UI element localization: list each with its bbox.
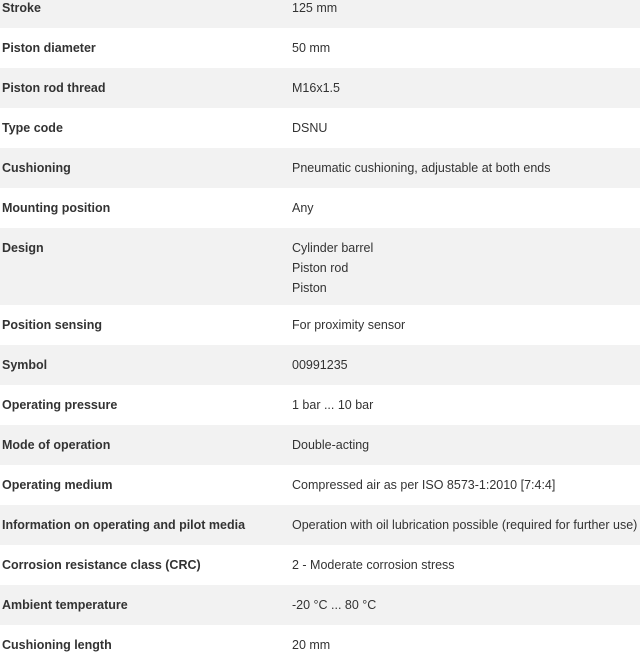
spec-row-mode-of-operation — [0, 425, 640, 465]
spec-value-line: 1 bar ... 10 bar — [292, 398, 374, 412]
spec-value — [289, 385, 640, 422]
spec-value — [289, 188, 640, 225]
spec-value — [289, 108, 640, 145]
spec-value-line: Compressed air as per ISO 8573-1:2010 [7:4:4] — [292, 478, 556, 492]
spec-label: Type code — [2, 121, 63, 135]
spec-value — [289, 28, 640, 65]
spec-value — [289, 425, 640, 462]
spec-value — [289, 345, 640, 382]
spec-value-line: Piston — [292, 281, 327, 295]
spec-value — [289, 585, 640, 622]
spec-row-stroke — [0, 0, 640, 28]
spec-value-line: 50 mm — [292, 41, 331, 55]
spec-value-line: Double-acting — [292, 438, 370, 452]
spec-label: Symbol — [2, 358, 48, 372]
spec-label: Cushioning — [2, 161, 71, 175]
spec-row-mounting-position — [0, 188, 640, 228]
spec-label: Information on operating and pilot media — [2, 518, 246, 532]
spec-label: Corrosion resistance class (CRC) — [2, 558, 201, 572]
spec-row-position-sensing — [0, 305, 640, 345]
spec-row-operating-medium — [0, 465, 640, 505]
spec-value-line: -20 °C ... 80 °C — [292, 598, 377, 612]
spec-value-line: 2 - Moderate corrosion stress — [292, 558, 455, 572]
spec-label: Piston rod thread — [2, 81, 106, 95]
spec-value-line: 20 mm — [292, 638, 331, 652]
spec-value — [289, 148, 640, 185]
spec-label: Stroke — [2, 1, 41, 15]
spec-value — [289, 625, 640, 662]
spec-value-line: 00991235 — [292, 358, 348, 372]
spec-value-line: Any — [292, 201, 314, 215]
spec-value-line: Cylinder barrel — [292, 241, 374, 255]
spec-value — [289, 228, 640, 305]
spec-row-ambient-temperature — [0, 585, 640, 625]
spec-row-type-code — [0, 108, 640, 148]
spec-label: Position sensing — [2, 318, 103, 332]
spec-label: Mode of operation — [2, 438, 111, 452]
spec-row-piston-rod-thread — [0, 68, 640, 108]
spec-row-piston-diameter — [0, 28, 640, 68]
spec-label: Operating pressure — [2, 398, 118, 412]
spec-value — [289, 68, 640, 105]
spec-value — [289, 505, 640, 542]
spec-value — [289, 305, 640, 342]
spec-value — [289, 465, 640, 502]
spec-value — [289, 545, 640, 582]
spec-value-line: Pneumatic cushioning, adjustable at both ends — [292, 161, 551, 175]
spec-row-operating-pressure — [0, 385, 640, 425]
spec-row-corrosion-resistance — [0, 545, 640, 585]
spec-value-line: M16x1.5 — [292, 81, 340, 95]
spec-value-line: For proximity sensor — [292, 318, 406, 332]
spec-value-line: Piston rod — [292, 261, 349, 275]
spec-value-line: 125 mm — [292, 1, 338, 15]
spec-label: Ambient temperature — [2, 598, 128, 612]
spec-row-operating-pilot-media — [0, 505, 640, 545]
spec-row-cushioning — [0, 148, 640, 188]
spec-value — [289, 0, 640, 25]
spec-label: Mounting position — [2, 201, 111, 215]
spec-label: Design — [2, 241, 44, 255]
spec-value-line: DSNU — [292, 121, 328, 135]
spec-row-symbol — [0, 345, 640, 385]
spec-row-design — [0, 228, 640, 305]
spec-label: Piston diameter — [2, 41, 96, 55]
spec-label: Operating medium — [2, 478, 113, 492]
spec-label: Cushioning length — [2, 638, 112, 652]
spec-row-cushioning-length — [0, 625, 640, 665]
spec-value-line: Operation with oil lubrication possible (required for further use) — [292, 518, 638, 532]
